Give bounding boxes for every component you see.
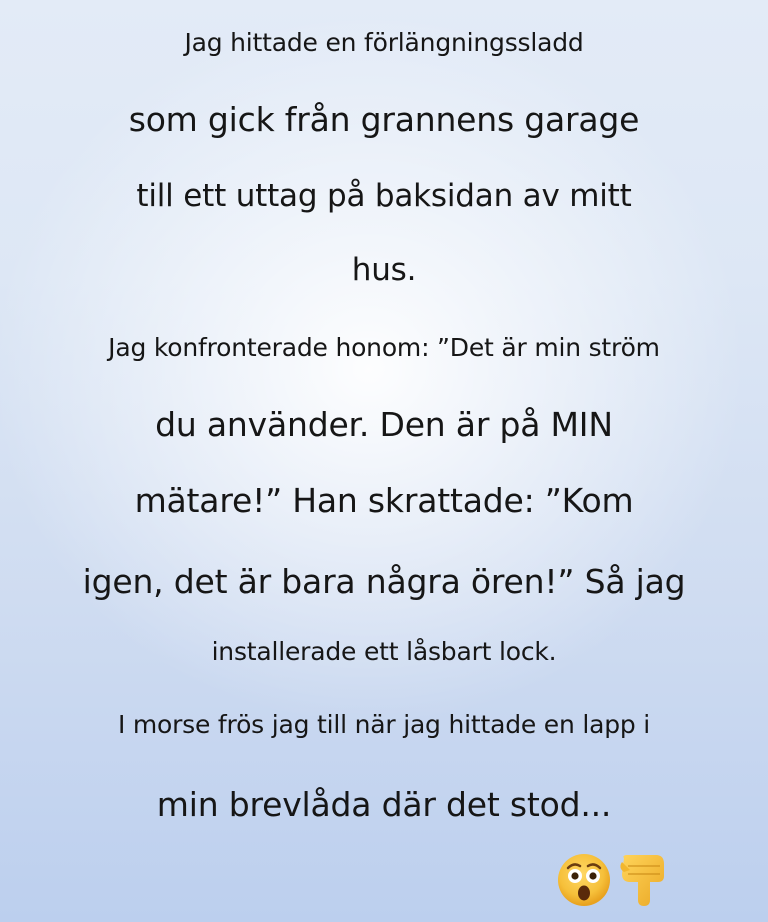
story-line-4: hus. (351, 252, 417, 288)
story-line-8: igen, det är bara några ören!” Så jag (82, 562, 686, 601)
story-line-10: I morse frös jag till när jag hittade en lapp i (117, 710, 651, 739)
story-line-3: till ett uttag på baksidan av mitt (136, 178, 632, 214)
backhand-index-pointing-down-icon (616, 852, 672, 908)
story-line-6: du använder. Den är på MIN (155, 405, 613, 444)
story-line-5: Jag konfronterade honom: ”Det är min ström (108, 333, 660, 362)
astonished-face-icon (556, 852, 612, 908)
story-line-11: min brevlåda där det stod... (156, 785, 612, 824)
story-line-7: mätare!” Han skrattade: ”Kom (134, 481, 634, 520)
emoji-row (556, 852, 676, 908)
story-line-2: som gick från grannens garage (128, 100, 640, 139)
story-line-9: installerade ett låsbart lock. (211, 637, 557, 666)
story-line-1: Jag hittade en förlängningssladd (184, 28, 584, 57)
